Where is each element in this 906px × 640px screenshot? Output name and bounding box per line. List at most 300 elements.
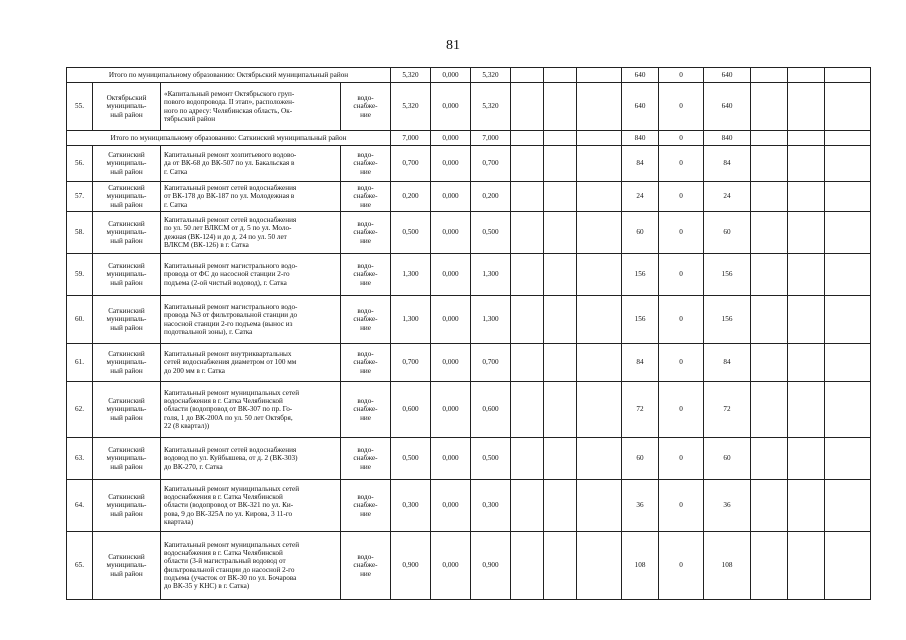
empty-cell: [577, 532, 622, 600]
extra-3: 60: [704, 212, 751, 254]
extra-3: 640: [704, 68, 751, 83]
extra-3: 60: [704, 438, 751, 480]
table-row: [67, 480, 871, 532]
type-cell-line: ние: [360, 323, 371, 332]
row-number: 57.: [67, 182, 93, 212]
district-cell: [93, 438, 161, 480]
type-cell-line: ние: [360, 200, 371, 209]
district-cell-line: Октябрьский: [106, 94, 147, 103]
empty-cell: [577, 212, 622, 254]
description-cell-line: Капитальный ремонт магистрального водо-: [164, 303, 298, 312]
empty-cell: [751, 438, 788, 480]
district-cell-line: муниципаль-: [106, 270, 147, 279]
description-cell-line: области (водопровод от ВК-307 по пр. Го-: [164, 405, 293, 414]
description-cell-line: до 200 мм в г. Сатка: [164, 366, 225, 375]
district-cell-line: муниципаль-: [106, 102, 147, 111]
empty-cell: [825, 83, 871, 131]
type-cell-line: водо-: [357, 553, 374, 562]
district-cell-line: Саткинский: [108, 397, 145, 406]
empty-cell: [577, 146, 622, 182]
empty-cell: [751, 382, 788, 438]
row-number: 60.: [67, 296, 93, 344]
empty-cell: [825, 532, 871, 600]
value-3: 5,320: [471, 68, 511, 83]
extra-3: 156: [704, 254, 751, 296]
description-cell: [161, 83, 341, 131]
extra-1: 60: [622, 438, 659, 480]
empty-cell: [511, 146, 544, 182]
description-cell-line: от ВК-178 до ВК-187 по ул. Молодежная в: [164, 192, 295, 201]
value-total: 5,320: [391, 68, 431, 83]
district-cell: [93, 480, 161, 532]
program-table: [66, 67, 871, 600]
extra-2: 0: [659, 480, 704, 532]
type-cell-line: водо-: [357, 220, 374, 229]
empty-cell: [825, 254, 871, 296]
empty-cell: [577, 296, 622, 344]
empty-cell: [825, 296, 871, 344]
total-row: [67, 131, 871, 146]
description-cell-line: ного по адресу: Челябинская область, Ок-: [164, 106, 293, 115]
description-cell: [161, 382, 341, 438]
description-cell-line: да от ВК-68 до ВК-507 по ул. Бакальская в: [164, 159, 295, 168]
table-row: [67, 438, 871, 480]
empty-cell: [511, 438, 544, 480]
value-2: 0,000: [431, 532, 471, 600]
type-cell-line: ние: [360, 366, 371, 375]
total-label: Итого по муниципальному образованию: Октябрьский муниципальный район: [67, 68, 391, 83]
extra-2: 0: [659, 68, 704, 83]
empty-cell: [544, 438, 577, 480]
table-row: [67, 344, 871, 382]
district-cell-line: Саткинский: [108, 307, 145, 316]
description-cell: [161, 182, 341, 212]
page-number: 81: [446, 38, 460, 53]
district-cell-line: Саткинский: [108, 553, 145, 562]
district-cell-line: Саткинский: [108, 446, 145, 455]
district-cell-line: Саткинский: [108, 350, 145, 359]
description-cell-line: водоснабжения в г. Сатка Челябинской: [164, 397, 283, 406]
district-cell-line: муниципаль-: [106, 454, 147, 463]
description-cell-line: подъема (участок от ВК-30 по ул. Бочарова: [164, 573, 297, 582]
extra-2: 0: [659, 296, 704, 344]
empty-cell: [544, 182, 577, 212]
empty-cell: [751, 68, 788, 83]
empty-cell: [825, 438, 871, 480]
empty-cell: [511, 68, 544, 83]
extra-3: 24: [704, 182, 751, 212]
district-cell-line: муниципаль-: [106, 159, 147, 168]
description-cell-line: подъема (2-ой чистый водовод), г. Сатка: [164, 278, 287, 287]
row-number: 62.: [67, 382, 93, 438]
district-cell: [93, 182, 161, 212]
type-cell-line: снабже-: [353, 561, 378, 570]
empty-cell: [751, 344, 788, 382]
type-cell-line: снабже-: [353, 270, 378, 279]
empty-cell: [577, 131, 622, 146]
district-cell-line: Саткинский: [108, 184, 145, 193]
district-cell-line: ный район: [110, 509, 143, 518]
value-2: 0,000: [431, 438, 471, 480]
value-total: 7,000: [391, 131, 431, 146]
value-2: 0,000: [431, 146, 471, 182]
description-cell-line: области (водопровод от ВК-321 по ул. Ки-: [164, 501, 294, 510]
empty-cell: [511, 254, 544, 296]
empty-cell: [544, 254, 577, 296]
empty-cell: [577, 68, 622, 83]
description-cell: [161, 296, 341, 344]
type-cell: [341, 532, 391, 600]
type-cell: [341, 83, 391, 131]
description-cell-line: рова, 9 до ВК-325А по ул. Кирова, 3 11-го: [164, 509, 293, 518]
value-3: 0,900: [471, 532, 511, 600]
type-cell: [341, 182, 391, 212]
extra-1: 36: [622, 480, 659, 532]
type-cell: [341, 146, 391, 182]
type-cell-line: ние: [360, 569, 371, 578]
value-total: 5,320: [391, 83, 431, 131]
district-cell-line: муниципаль-: [106, 192, 147, 201]
empty-cell: [788, 532, 825, 600]
description-cell-line: Капитальный ремонт внутриквартальных: [164, 350, 292, 359]
value-2: 0,000: [431, 68, 471, 83]
description-cell: [161, 212, 341, 254]
value-total: 0,700: [391, 344, 431, 382]
description-cell-line: Капитальный ремонт муниципальных сетей: [164, 485, 300, 494]
district-cell-line: ный район: [110, 413, 143, 422]
empty-cell: [788, 68, 825, 83]
extra-2: 0: [659, 382, 704, 438]
extra-3: 84: [704, 146, 751, 182]
district-cell-line: ный район: [110, 278, 143, 287]
district-cell-line: ный район: [110, 569, 143, 578]
empty-cell: [544, 382, 577, 438]
value-3: 0,300: [471, 480, 511, 532]
description-cell-line: квартала): [164, 517, 194, 526]
row-number: 63.: [67, 438, 93, 480]
table-row: [67, 146, 871, 182]
description-cell-line: 22 (8 квартал)): [164, 421, 210, 430]
type-cell-line: снабже-: [353, 192, 378, 201]
type-cell: [341, 344, 391, 382]
district-cell-line: ный район: [110, 323, 143, 332]
value-total: 1,300: [391, 254, 431, 296]
type-cell-line: водо-: [357, 350, 374, 359]
empty-cell: [825, 382, 871, 438]
district-cell-line: муниципаль-: [106, 405, 147, 414]
district-cell-line: муниципаль-: [106, 315, 147, 324]
empty-cell: [788, 182, 825, 212]
district-cell-line: Саткинский: [108, 493, 145, 502]
empty-cell: [788, 480, 825, 532]
empty-cell: [788, 296, 825, 344]
description-cell-line: водоснабжения в г. Сатка Челябинской: [164, 493, 283, 502]
description-cell-line: Капитальный ремонт муниципальных сетей: [164, 389, 300, 398]
empty-cell: [544, 83, 577, 131]
empty-cell: [751, 131, 788, 146]
type-cell-line: снабже-: [353, 102, 378, 111]
description-cell-line: пового водопровода. II этап», расположен-: [164, 98, 295, 107]
value-3: 0,600: [471, 382, 511, 438]
empty-cell: [788, 344, 825, 382]
type-cell-line: снабже-: [353, 405, 378, 414]
empty-cell: [544, 212, 577, 254]
district-cell: [93, 146, 161, 182]
extra-2: 0: [659, 344, 704, 382]
district-cell: [93, 382, 161, 438]
district-cell-line: ный район: [110, 366, 143, 375]
type-cell: [341, 254, 391, 296]
description-cell-line: дежная (ВК-124) и до д. 24 по ул. 50 лет: [164, 232, 287, 241]
extra-3: 84: [704, 344, 751, 382]
description-cell-line: сетей водоснабжения диаметром от 100 мм: [164, 358, 297, 367]
type-cell-line: водо-: [357, 151, 374, 160]
type-cell-line: ние: [360, 509, 371, 518]
row-number: 56.: [67, 146, 93, 182]
table-body: [67, 68, 871, 600]
value-2: 0,000: [431, 344, 471, 382]
empty-cell: [511, 182, 544, 212]
type-cell-line: ние: [360, 110, 371, 119]
type-cell-line: водо-: [357, 446, 374, 455]
table-row: [67, 83, 871, 131]
extra-2: 0: [659, 182, 704, 212]
description-cell-line: водовод по ул. Куйбышева, от д. 2 (ВК-303): [164, 454, 298, 463]
district-cell-line: ный район: [110, 200, 143, 209]
empty-cell: [544, 480, 577, 532]
extra-2: 0: [659, 254, 704, 296]
extra-1: 84: [622, 146, 659, 182]
description-cell-line: Капитальный ремонт хозпитьевого водово-: [164, 151, 297, 160]
district-cell-line: муниципаль-: [106, 501, 147, 510]
value-total: 0,500: [391, 212, 431, 254]
extra-3: 108: [704, 532, 751, 600]
empty-cell: [577, 344, 622, 382]
empty-cell: [825, 68, 871, 83]
row-number: 59.: [67, 254, 93, 296]
value-3: 5,320: [471, 83, 511, 131]
description-cell-line: насосной станции 2-го подъема (вынос из: [164, 319, 293, 328]
empty-cell: [577, 382, 622, 438]
empty-cell: [825, 480, 871, 532]
value-3: 0,200: [471, 182, 511, 212]
row-number: 64.: [67, 480, 93, 532]
district-cell-line: муниципаль-: [106, 358, 147, 367]
type-cell-line: водо-: [357, 262, 374, 271]
extra-3: 156: [704, 296, 751, 344]
empty-cell: [825, 131, 871, 146]
extra-1: 72: [622, 382, 659, 438]
extra-2: 0: [659, 83, 704, 131]
empty-cell: [788, 83, 825, 131]
empty-cell: [544, 131, 577, 146]
type-cell-line: водо-: [357, 397, 374, 406]
value-total: 0,900: [391, 532, 431, 600]
extra-1: 84: [622, 344, 659, 382]
empty-cell: [751, 146, 788, 182]
value-2: 0,000: [431, 480, 471, 532]
district-cell-line: Саткинский: [108, 262, 145, 271]
district-cell-line: муниципаль-: [106, 561, 147, 570]
extra-3: 840: [704, 131, 751, 146]
type-cell-line: снабже-: [353, 454, 378, 463]
extra-1: 156: [622, 254, 659, 296]
type-cell-line: снабже-: [353, 159, 378, 168]
type-cell: [341, 382, 391, 438]
description-cell-line: области (3-й магистральный водовод от: [164, 557, 286, 566]
type-cell-line: снабже-: [353, 501, 378, 510]
description-cell-line: до ВК-35 у КНС) в г. Сатка): [164, 581, 250, 590]
empty-cell: [751, 480, 788, 532]
district-cell-line: Саткинский: [108, 151, 145, 160]
extra-2: 0: [659, 131, 704, 146]
type-cell-line: ние: [360, 167, 371, 176]
value-3: 0,700: [471, 344, 511, 382]
district-cell: [93, 344, 161, 382]
value-total: 0,300: [391, 480, 431, 532]
extra-3: 640: [704, 83, 751, 131]
empty-cell: [825, 344, 871, 382]
description-cell: [161, 146, 341, 182]
extra-3: 72: [704, 382, 751, 438]
value-2: 0,000: [431, 182, 471, 212]
total-label: Итого по муниципальному образованию: Саткинский муниципальный район: [67, 131, 391, 146]
description-cell-line: Капитальный ремонт сетей водоснабжения: [164, 216, 297, 225]
empty-cell: [544, 146, 577, 182]
value-2: 0,000: [431, 212, 471, 254]
empty-cell: [511, 296, 544, 344]
value-total: 0,600: [391, 382, 431, 438]
type-cell-line: ние: [360, 462, 371, 471]
description-cell: [161, 438, 341, 480]
table-row: [67, 382, 871, 438]
extra-2: 0: [659, 146, 704, 182]
description-cell-line: провода от ФС до насосной станции 2-го: [164, 270, 290, 279]
description-cell-line: ВЛКСМ (ВК-126) в г. Сатка: [164, 240, 249, 249]
empty-cell: [544, 344, 577, 382]
type-cell-line: ние: [360, 236, 371, 245]
empty-cell: [577, 83, 622, 131]
description-cell-line: до ВК-270, г. Сатка: [164, 462, 223, 471]
empty-cell: [544, 68, 577, 83]
empty-cell: [751, 296, 788, 344]
value-3: 7,000: [471, 131, 511, 146]
value-2: 0,000: [431, 254, 471, 296]
row-number: 65.: [67, 532, 93, 600]
district-cell: [93, 83, 161, 131]
empty-cell: [577, 182, 622, 212]
type-cell: [341, 438, 391, 480]
description-cell-line: Капитальный ремонт сетей водоснабжения: [164, 446, 297, 455]
description-cell-line: г. Сатка: [164, 200, 188, 209]
table-row: [67, 254, 871, 296]
description-cell-line: водоснабжения в г. Сатка Челябинской: [164, 549, 283, 558]
row-number: 55.: [67, 83, 93, 131]
empty-cell: [751, 254, 788, 296]
table-row: [67, 212, 871, 254]
value-3: 1,300: [471, 254, 511, 296]
extra-1: 840: [622, 131, 659, 146]
extra-1: 24: [622, 182, 659, 212]
description-cell-line: фильтровальной станции до насосной 2-го: [164, 565, 295, 574]
table-row: [67, 532, 871, 600]
extra-1: 640: [622, 68, 659, 83]
value-3: 0,700: [471, 146, 511, 182]
extra-2: 0: [659, 438, 704, 480]
description-cell-line: Капитальный ремонт магистрального водо-: [164, 262, 298, 271]
type-cell-line: ние: [360, 278, 371, 287]
empty-cell: [825, 146, 871, 182]
extra-1: 640: [622, 83, 659, 131]
row-number: 61.: [67, 344, 93, 382]
district-cell: [93, 212, 161, 254]
description-cell: [161, 532, 341, 600]
description-cell-line: подотвальной зоны), г. Сатка: [164, 327, 253, 336]
type-cell-line: водо-: [357, 493, 374, 502]
district-cell-line: Саткинский: [108, 220, 145, 229]
empty-cell: [511, 532, 544, 600]
empty-cell: [511, 480, 544, 532]
district-cell-line: ный район: [110, 167, 143, 176]
description-cell-line: провода №3 от фильтровальной станции до: [164, 311, 298, 320]
total-row: [67, 68, 871, 83]
extra-1: 156: [622, 296, 659, 344]
type-cell-line: водо-: [357, 94, 374, 103]
empty-cell: [751, 83, 788, 131]
value-2: 0,000: [431, 296, 471, 344]
extra-3: 36: [704, 480, 751, 532]
type-cell-line: снабже-: [353, 315, 378, 324]
district-cell: [93, 296, 161, 344]
empty-cell: [751, 182, 788, 212]
empty-cell: [511, 212, 544, 254]
empty-cell: [825, 182, 871, 212]
empty-cell: [577, 254, 622, 296]
empty-cell: [577, 438, 622, 480]
district-cell-line: ный район: [110, 110, 143, 119]
description-cell-line: «Капитальный ремонт Октябрьского груп-: [164, 90, 295, 99]
empty-cell: [544, 296, 577, 344]
type-cell-line: снабже-: [353, 228, 378, 237]
empty-cell: [788, 212, 825, 254]
value-3: 0,500: [471, 438, 511, 480]
district-cell-line: ный район: [110, 236, 143, 245]
value-2: 0,000: [431, 83, 471, 131]
description-cell-line: голя, 1 до ВК-200А по ул. 50 лет Октября,: [164, 413, 293, 422]
value-total: 0,500: [391, 438, 431, 480]
value-total: 0,700: [391, 146, 431, 182]
type-cell: [341, 296, 391, 344]
value-3: 1,300: [471, 296, 511, 344]
empty-cell: [751, 212, 788, 254]
empty-cell: [511, 382, 544, 438]
empty-cell: [788, 131, 825, 146]
district-cell: [93, 532, 161, 600]
extra-2: 0: [659, 532, 704, 600]
empty-cell: [511, 131, 544, 146]
table-row: [67, 296, 871, 344]
empty-cell: [788, 438, 825, 480]
description-cell-line: Капитальный ремонт муниципальных сетей: [164, 541, 300, 550]
value-total: 1,300: [391, 296, 431, 344]
extra-2: 0: [659, 212, 704, 254]
empty-cell: [544, 532, 577, 600]
district-cell: [93, 254, 161, 296]
row-number: 58.: [67, 212, 93, 254]
type-cell-line: снабже-: [353, 358, 378, 367]
extra-1: 60: [622, 212, 659, 254]
type-cell: [341, 212, 391, 254]
